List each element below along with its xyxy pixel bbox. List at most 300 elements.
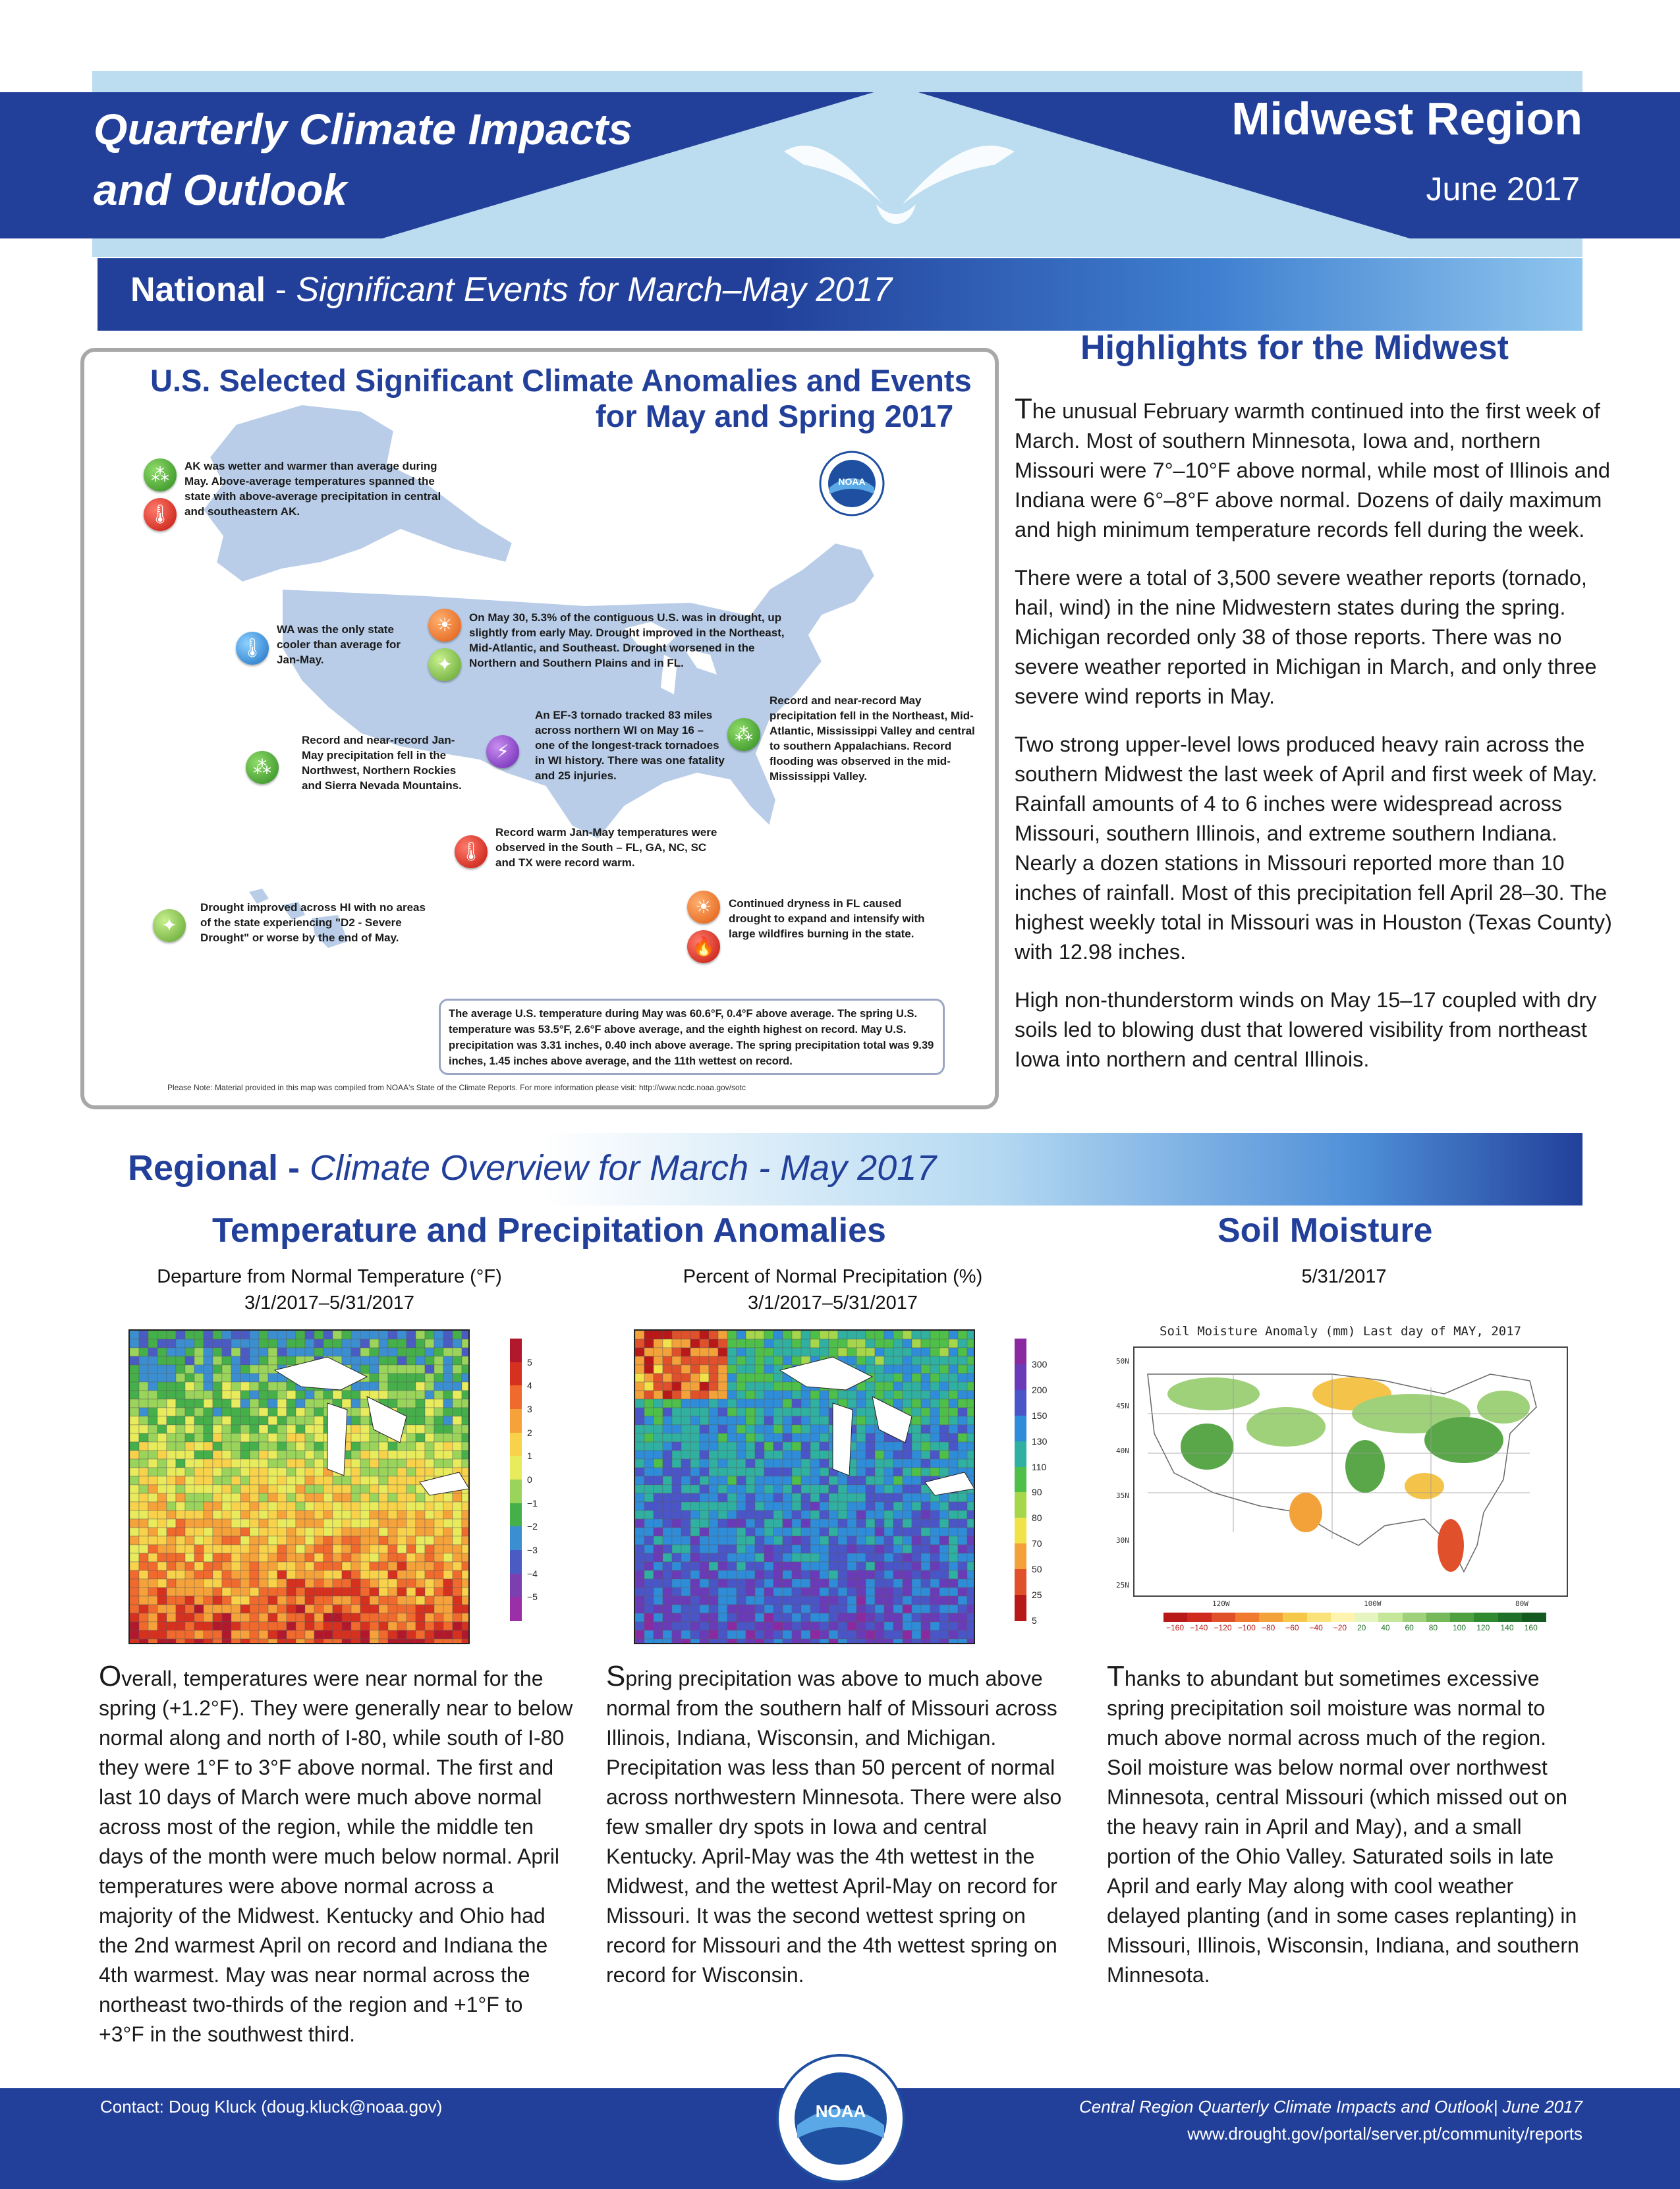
county-cell [893,1605,903,1613]
county-cell [277,1331,287,1339]
county-cell [912,1416,921,1425]
county-cell [314,1613,323,1622]
county-cell [351,1502,360,1510]
precipitation-wet-icon: ⁂ [727,718,760,751]
county-cell [453,1613,462,1622]
county-cell [425,1536,434,1545]
county-cell [462,1613,470,1622]
county-cell [939,1348,949,1356]
county-cell [268,1536,277,1545]
county-cell [351,1519,360,1528]
scale-label: −5 [527,1592,538,1603]
lake-shape [327,1403,347,1476]
county-cell [379,1382,388,1391]
county-cell [204,1570,213,1579]
county-cell [370,1373,379,1382]
county-cell [406,1570,416,1579]
county-cell [884,1605,893,1613]
county-cell [875,1331,884,1339]
county-cell [185,1442,194,1451]
county-cell [388,1579,397,1588]
county-cell [838,1536,847,1545]
county-cell [755,1451,764,1459]
county-cell [764,1639,773,1644]
county-cell [810,1639,820,1644]
county-cell [690,1356,700,1365]
county-cell [314,1630,323,1639]
county-cell [388,1630,397,1639]
annotation-tornado: An EF-3 tornado tracked 83 miles across northern WI on May 16 – one of the longest-track tornadoes in WI history. There was one fatality and 25 injuries. [535,709,725,782]
county-cell [425,1416,434,1425]
county-cell [820,1502,829,1510]
county-cell [856,1468,866,1476]
county-cell [157,1399,167,1408]
footer-url-link[interactable]: www.drought.gov/portal/server.pt/community/reports [1187,2124,1582,2144]
county-cell [903,1605,912,1613]
county-cell [866,1579,875,1588]
county-cell [856,1553,866,1562]
county-cell [167,1596,176,1605]
county-cell [949,1613,958,1622]
county-cell [783,1519,792,1528]
county-cell [231,1613,240,1622]
county-cell [277,1570,287,1579]
county-cell [462,1331,470,1339]
county-cell [700,1502,709,1510]
county-cell [681,1596,690,1605]
soil-map-title: Soil Moisture Anomaly (mm) Last day of MAY, 2017 [1160,1324,1522,1339]
county-cell [866,1442,875,1451]
county-cell [856,1502,866,1510]
county-cell [406,1639,416,1644]
county-cell [379,1356,388,1365]
county-cell [213,1433,222,1442]
county-cell [773,1596,783,1605]
county-cell [434,1579,443,1588]
county-cell [379,1451,388,1459]
county-cell [157,1579,167,1588]
county-cell [783,1493,792,1502]
county-cell [406,1408,416,1416]
county-cell [222,1639,231,1644]
county-cell [185,1433,194,1442]
county-cell [176,1425,185,1433]
county-cell [314,1579,323,1588]
county-cell [810,1391,820,1399]
county-cell [462,1562,470,1570]
county-cell [277,1416,287,1425]
county-cell [416,1622,425,1630]
county-cell [185,1459,194,1468]
county-cell [718,1570,727,1579]
annotation-hawaii: Drought improved across HI with no areas of the state experiencing "D2 - Severe Drought" or worse by the end of May. [200,901,426,944]
county-cell [222,1630,231,1639]
county-cell [755,1502,764,1510]
county-cell [453,1493,462,1502]
county-cell [130,1639,139,1644]
county-cell [222,1339,231,1348]
county-cell [204,1356,213,1365]
county-cell [314,1433,323,1442]
county-cell [462,1433,470,1442]
county-cell [718,1451,727,1459]
county-cell [893,1442,903,1451]
county-cell [690,1485,700,1493]
county-cell [287,1468,296,1476]
county-cell [690,1365,700,1373]
county-cell [388,1365,397,1373]
county-cell [875,1451,884,1459]
county-cell [333,1562,342,1570]
county-cell [425,1510,434,1519]
county-cell [792,1622,801,1630]
county-cell [681,1433,690,1442]
scale-swatch [510,1385,522,1410]
county-cell [323,1605,333,1613]
county-cell [222,1451,231,1459]
county-cell [718,1433,727,1442]
county-cell [388,1605,397,1613]
county-cell [746,1459,755,1468]
county-cell [700,1579,709,1588]
county-cell [755,1459,764,1468]
county-cell [314,1519,323,1528]
anomaly-map-title-line2: for May and Spring 2017 [596,399,954,433]
county-cell [792,1630,801,1639]
county-cell [443,1391,453,1399]
county-cell [635,1579,644,1588]
county-cell [397,1536,406,1545]
county-cell [746,1596,755,1605]
scale-swatch [1015,1390,1026,1416]
county-cell [213,1510,222,1519]
county-cell [856,1451,866,1459]
scale-label: −120 [1214,1623,1232,1632]
county-cell [681,1476,690,1485]
county-cell [773,1382,783,1391]
county-cell [167,1536,176,1545]
county-cell [727,1485,737,1493]
county-cell [287,1622,296,1630]
county-cell [453,1605,462,1613]
county-cell [222,1331,231,1339]
county-cell [139,1399,148,1408]
county-cell [287,1562,296,1570]
county-cell [360,1630,370,1639]
county-cell [130,1493,139,1502]
scale-label: −100 [1237,1623,1256,1632]
county-cell [176,1416,185,1425]
county-cell [268,1639,277,1644]
county-cell [130,1528,139,1536]
county-cell [746,1613,755,1622]
county-cell [912,1391,921,1399]
county-cell [893,1493,903,1502]
county-cell [314,1339,323,1348]
county-cell [737,1613,746,1622]
county-cell [829,1605,838,1613]
county-cell [157,1622,167,1630]
county-cell [921,1502,930,1510]
county-cell [847,1622,856,1630]
county-cell [434,1639,443,1644]
county-cell [259,1382,268,1391]
county-cell [416,1468,425,1476]
county-cell [792,1605,801,1613]
county-cell [240,1502,250,1510]
county-cell [875,1391,884,1399]
county-cell [167,1510,176,1519]
county-cell [718,1528,727,1536]
county-cell [644,1553,654,1562]
county-cell [453,1519,462,1528]
county-cell [185,1536,194,1545]
county-cell [737,1622,746,1630]
scale-swatch [1259,1613,1283,1622]
county-cell [644,1382,654,1391]
county-cell [939,1510,949,1519]
county-cell [654,1613,663,1622]
county-cell [690,1562,700,1570]
county-cell [829,1579,838,1588]
county-cell [663,1493,672,1502]
scale-label: 25 [1032,1590,1042,1601]
county-cell [792,1399,801,1408]
county-cell [379,1588,388,1596]
county-cell [820,1622,829,1630]
county-cell [764,1339,773,1348]
county-cell [314,1425,323,1433]
county-cell [323,1339,333,1348]
county-cell [644,1399,654,1408]
county-cell [773,1639,783,1644]
county-cell [342,1510,351,1519]
county-cell [644,1588,654,1596]
county-cell [820,1553,829,1562]
county-cell [462,1553,470,1562]
county-cell [157,1562,167,1570]
county-cell [893,1373,903,1382]
county-cell [893,1451,903,1459]
county-cell [820,1476,829,1485]
county-cell [746,1373,755,1382]
annotation-northwest: Record and near-record Jan-May precipitation fell in the Northwest, Northern Rockies and Sierra Nevada Mountains. [302,734,462,792]
county-cell [462,1502,470,1510]
county-cell [783,1596,792,1605]
county-cell [690,1408,700,1416]
county-cell [727,1442,737,1451]
county-cell [259,1519,268,1528]
county-cell [222,1570,231,1579]
county-cell [709,1502,718,1510]
county-cell [746,1356,755,1365]
county-cell [681,1451,690,1459]
county-cell [231,1408,240,1416]
county-cell [370,1545,379,1553]
county-cell [690,1493,700,1502]
county-cell [967,1622,975,1630]
county-cell [222,1519,231,1528]
county-cell [342,1588,351,1596]
county-cell [443,1639,453,1644]
county-cell [773,1493,783,1502]
county-cell [866,1433,875,1442]
county-cell [746,1639,755,1644]
county-cell [342,1536,351,1545]
county-cell [148,1519,157,1528]
county-cell [949,1331,958,1339]
county-cell [323,1510,333,1519]
county-cell [709,1382,718,1391]
county-cell [314,1622,323,1630]
county-cell [746,1391,755,1399]
county-cell [810,1476,820,1485]
county-cell [157,1493,167,1502]
county-cell [912,1356,921,1365]
county-cell [893,1588,903,1596]
drought-improve-icon: ✦ [153,909,186,942]
county-cell [930,1356,939,1365]
county-cell [847,1399,856,1408]
county-cell [425,1382,434,1391]
county-cell [764,1588,773,1596]
county-cell [810,1485,820,1493]
county-cell [351,1639,360,1644]
county-cell [406,1485,416,1493]
county-cell [370,1579,379,1588]
county-cell [820,1399,829,1408]
county-cell [654,1451,663,1459]
county-cell [157,1416,167,1425]
county-cell [268,1365,277,1373]
county-cell [397,1562,406,1570]
county-cell [130,1391,139,1399]
scale-label: −80 [1262,1623,1275,1632]
county-cell [443,1382,453,1391]
county-cell [406,1545,416,1553]
county-cell [930,1579,939,1588]
county-cell [259,1639,268,1644]
county-cell [893,1536,903,1545]
county-cell [672,1459,681,1468]
county-cell [222,1613,231,1622]
county-cell [644,1459,654,1468]
county-cell [176,1519,185,1528]
county-cell [829,1493,838,1502]
county-cell [801,1536,810,1545]
county-cell [949,1433,958,1442]
county-cell [397,1442,406,1451]
county-cell [838,1528,847,1536]
county-cell [838,1605,847,1613]
county-cell [875,1588,884,1596]
county-cell [893,1382,903,1391]
county-cell [783,1485,792,1493]
county-cell [681,1442,690,1451]
county-cell [690,1442,700,1451]
county-cell [930,1596,939,1605]
county-cell [360,1553,370,1562]
county-cell [259,1493,268,1502]
county-cell [360,1519,370,1528]
county-cell [139,1570,148,1579]
county-cell [351,1442,360,1451]
county-cell [930,1425,939,1433]
county-cell [709,1365,718,1373]
county-cell [893,1348,903,1356]
county-cell [443,1562,453,1570]
county-cell [222,1579,231,1588]
county-cell [709,1588,718,1596]
county-cell [425,1365,434,1373]
county-cell [792,1468,801,1476]
scale-label: 160 [1524,1623,1538,1632]
county-cell [681,1408,690,1416]
county-cell [240,1545,250,1553]
county-cell [903,1613,912,1622]
county-cell [949,1528,958,1536]
county-cell [148,1365,157,1373]
county-cell [204,1596,213,1605]
county-cell [287,1348,296,1356]
county-cell [672,1433,681,1442]
county-cell [838,1502,847,1510]
county-cell [903,1622,912,1630]
county-cell [370,1553,379,1562]
county-cell [783,1451,792,1459]
county-cell [718,1493,727,1502]
county-cell [820,1536,829,1545]
county-cell [939,1605,949,1613]
county-cell [810,1442,820,1451]
county-cell [370,1365,379,1373]
county-cell [875,1433,884,1442]
county-cell [213,1485,222,1493]
county-cell [783,1442,792,1451]
county-cell [148,1356,157,1365]
county-cell [737,1493,746,1502]
county-cell [783,1382,792,1391]
county-cell [231,1331,240,1339]
county-cell [370,1622,379,1630]
county-cell [296,1468,305,1476]
county-cell [157,1553,167,1562]
county-cell [167,1356,176,1365]
county-cell [783,1459,792,1468]
county-cell [939,1562,949,1570]
county-cell [213,1493,222,1502]
county-cell [314,1510,323,1519]
county-cell [296,1425,305,1433]
county-cell [434,1459,443,1468]
county-cell [360,1382,370,1391]
county-cell [792,1459,801,1468]
county-cell [672,1416,681,1425]
county-cell [351,1391,360,1399]
county-cell [287,1596,296,1605]
county-cell [314,1570,323,1579]
county-cell [379,1622,388,1630]
county-cell [700,1416,709,1425]
county-cell [903,1493,912,1502]
county-cell [333,1553,342,1562]
county-cell [810,1519,820,1528]
county-cell [829,1613,838,1622]
county-cell [462,1356,470,1365]
county-cell [875,1356,884,1365]
county-cell [958,1630,967,1639]
county-cell [342,1502,351,1510]
